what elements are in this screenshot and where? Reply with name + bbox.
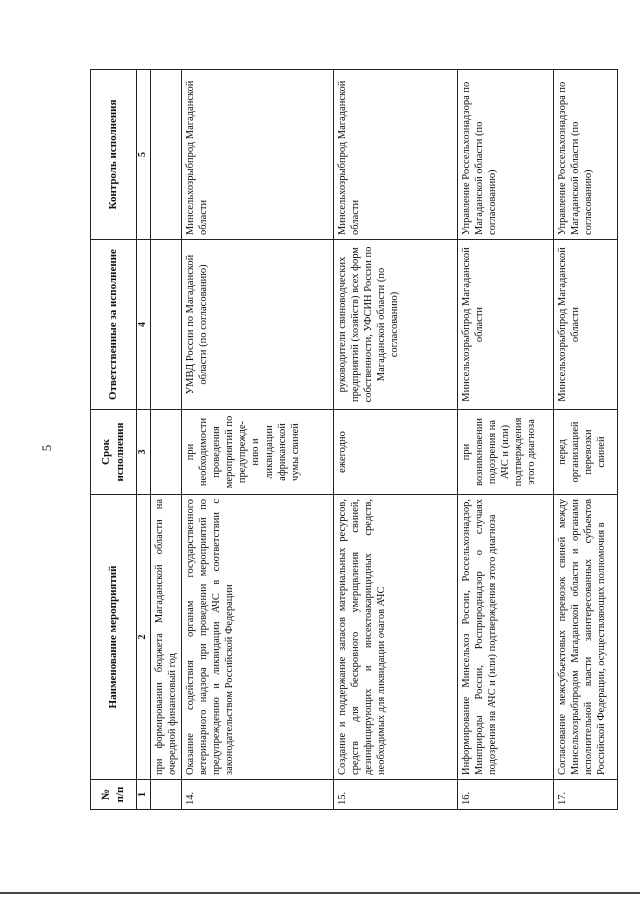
row-name: при формировании бюджета Магаданской области на очередной финансовый год [150,495,181,780]
col-number: 5 [137,70,151,240]
row-term: ежегодно [333,410,457,495]
row-num: 17. [553,780,617,810]
table-row [181,70,333,810]
page-number: 5 [39,444,54,452]
table-row [150,70,181,810]
col-number: 2 [137,495,151,780]
row-name: Оказание содействия органам государственного ветеринарного надзора при проведении мероприятий по предупреждению и ликвидации АЧС в соответствии с законодательством Российской Федерации [181,495,333,780]
row-control [150,70,181,240]
row-name: Согласование межсубъектовых перевозок свиней между Минсельхозрыбпродом Магаданской области и органами исполнительной власти заинтересованных субъектов Российской Федерации, осуществляющих полномочия в [553,495,617,780]
scan-edge-line [0,892,640,894]
row-responsible: Минсельхозрыбпрод Магаданской области [553,240,617,410]
col-number: 1 [137,780,151,810]
row-term [150,410,181,495]
header-control: Контроль исполнения [91,70,137,240]
row-control: Управление Россельхознадзора по Магаданской области (по согласованию) [553,70,617,240]
table-row [457,70,553,810]
row-num: 16. [457,780,553,810]
row-num: 15. [333,780,457,810]
rotated-page-content [90,70,610,810]
row-term: при необходимости проведения мероприятий по предупрежде-нию и ликвидации африканской чумы свиней [181,410,333,495]
row-responsible: руководители свиноводческих предприятий (хозяйств) всех форм собственности, УФСИН России по Магаданской области (по согласованию) [333,240,457,410]
row-name: Создание и поддержание запасов материальных ресурсов, средств для бескровного умерщвления свиней, дезинфицирующих и инсектоакарицидных средств, необходимых для ликвидации очагов АЧС [333,495,457,780]
col-number: 4 [137,240,151,410]
table-row [333,70,457,810]
header-term: Срок исполнения [91,410,137,495]
row-name: Информирование Минсельхоз России, Россельхознадзор, Минприроды России, Росприроднадзор о случаях подозрения на АЧС и (или) подтверждения этого диагноза [457,495,553,780]
row-responsible: Минсельхозрыбпрод Магаданской области [457,240,553,410]
row-num: 14. [181,780,333,810]
measures-table [90,69,618,810]
row-control: Управление Россельхознадзора по Магаданской области (по согласованию) [457,70,553,240]
header-responsible: Ответственные за исполнение [91,240,137,410]
table-header-row [91,70,137,810]
row-control: Минсельхозрыбпрод Магаданской области [181,70,333,240]
row-num [150,780,181,810]
column-number-row [137,70,151,810]
col-number: 3 [137,410,151,495]
row-responsible [150,240,181,410]
row-control: Минсельхозрыбпрод Магаданской области [333,70,457,240]
table-row [553,70,617,810]
row-term: при возникновении подозрения на АЧС и (или) подтверждения этого диагноза [457,410,553,495]
header-name: Наименование мероприятий [91,495,137,780]
row-term: перед организацией перевозки свиней [553,410,617,495]
header-num: № п/п [91,780,137,810]
row-responsible: УМВД России по Магаданской области (по согласованию) [181,240,333,410]
